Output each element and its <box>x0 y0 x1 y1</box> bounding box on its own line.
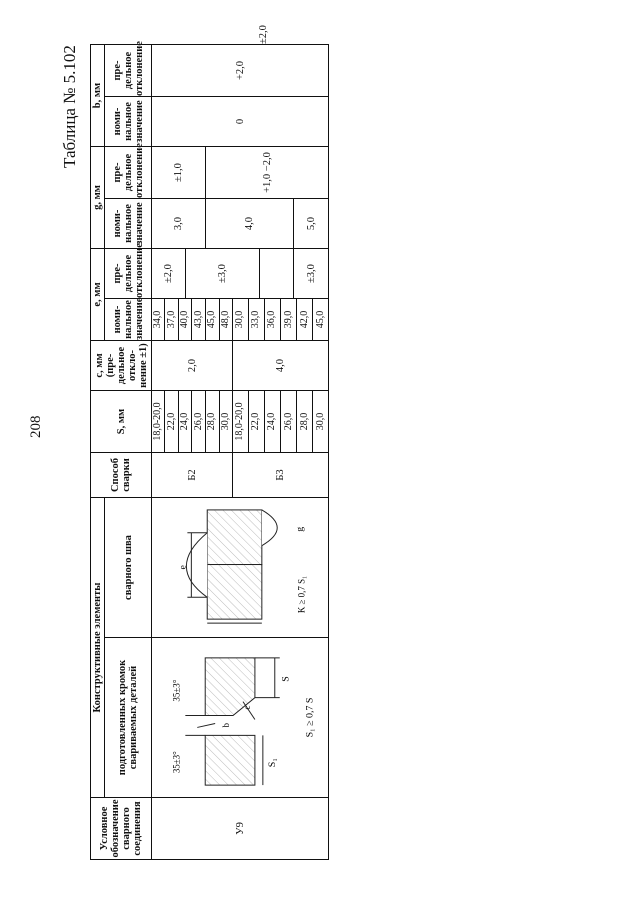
s-value: 30,0 <box>314 412 326 431</box>
e-value: 33,0 <box>248 299 264 340</box>
weld-table: Условное обозначение сварного соединения Конструктивные элементы Способ сварки S, мм с, мм (пре-дельное откло-нение ±1) е, мм g, мм b, мм подготовленных кромок свариваемых деталей сварного шва номи-нальное значение пре-дельное отклонение номи-нальное значение пре-дельное отклонение номи-нальное значение пре-дельное отклонение У9 35±3° 35±3° S S₁ c b S₁ ≥ 0,7 S e g K ≥ 0,7 S₁ Б2 18,0-20,0 22,0 24,0 26,0 28,0 30,0 2,0 34,0 37,0 40,0 43,0 45,0 48,0 ±2,0 3,0 ±1,0 0 +2,0 ±3,0 4,0 +1,0 −2,0 Б3 18,0-20,0 22,0 24,0 26,0 28,0 30,0 4,0 30,0 33,0 36,0 39,0 42,0 45,0 ±2,0 ±3,0 5,0 <box>90 44 329 860</box>
e-value: 39,0 <box>280 299 296 340</box>
g-deviation-b2: ±1,0 <box>152 147 206 199</box>
s-value: 22,0 <box>165 391 179 452</box>
header-weld: сварного шва <box>105 498 152 638</box>
edges-angle2: 35±3° <box>171 679 182 702</box>
weld-k-label: K ≥ 0,7 S₁ <box>296 575 307 614</box>
s-value: 28,0 <box>297 391 313 452</box>
s-value: 30,0 <box>219 412 231 431</box>
weld-table-sheet <box>90 25 328 860</box>
header-g: g, мм <box>91 147 105 249</box>
s-value: 24,0 <box>178 391 192 452</box>
edges-c-label: c <box>241 705 252 710</box>
header-g-deviation: пре-дельное отклонение <box>105 147 152 199</box>
header-e-deviation: пре-дельное отклонение <box>105 249 152 299</box>
e-value: 36,0 <box>264 299 280 340</box>
header-b-deviation: пре-дельное отклонение <box>105 45 152 97</box>
weld-g-label: g <box>294 526 306 532</box>
weld-figure <box>152 498 328 637</box>
e-value: 48,0 <box>219 310 231 329</box>
header-b-nominal: номи-нальное значение <box>105 97 152 147</box>
b-nominal: 0 <box>152 97 329 147</box>
edges-b-label: b <box>221 722 232 728</box>
g-nominal-b3-1: 4,0 <box>206 199 294 249</box>
header-b: b, мм <box>91 45 105 147</box>
e-values-b2 <box>152 299 233 341</box>
s-value: 26,0 <box>192 391 206 452</box>
s-value: 22,0 <box>248 391 264 452</box>
s-value: 26,0 <box>280 391 296 452</box>
edges-s1-label: S₁ <box>266 758 278 768</box>
s-value: 18,0-20,0 <box>233 391 248 452</box>
e-deviation-b2-2: ±3,0 <box>186 249 260 299</box>
e-value: 45,0 <box>206 299 220 340</box>
s-values-b3 <box>233 391 329 453</box>
g-nominal-b2: 3,0 <box>152 199 206 249</box>
s-value: 18,0-20,0 <box>152 391 165 452</box>
method-b2: Б2 <box>152 453 233 498</box>
header-designation: Условное обозначение сварного соединения <box>91 798 152 860</box>
c-value-b3: 4,0 <box>233 341 329 391</box>
e-value: 37,0 <box>165 299 179 340</box>
weld-figure-cell <box>152 498 329 638</box>
edges-s-label: S <box>280 676 292 682</box>
edges-figure-cell <box>152 638 329 798</box>
method-b3: Б3 <box>233 453 329 498</box>
e-value: 30,0 <box>233 299 248 340</box>
table-caption: Таблица № 5.102 <box>60 45 79 168</box>
c-value-b2: 2,0 <box>152 341 233 391</box>
header-elements: Конструктивные элементы <box>91 498 105 798</box>
header-e: е, мм <box>91 249 105 341</box>
e-value: 42,0 <box>297 299 313 340</box>
e-value: 45,0 <box>314 310 326 329</box>
header-g-nominal: номи-нальное значение <box>105 199 152 249</box>
e-values-b3 <box>233 299 329 341</box>
weld-e-label: e <box>177 565 189 570</box>
designation-cell: У9 <box>152 798 329 860</box>
edges-condition: S₁ ≥ 0,7 S <box>304 697 316 738</box>
e-value: 40,0 <box>178 299 192 340</box>
header-method: Способ сварки <box>91 453 152 498</box>
e-value: 43,0 <box>192 299 206 340</box>
header-e-nominal: номи-нальное значение <box>105 299 152 341</box>
header-c: с, мм (пре-дельное откло-нение ±1) <box>91 341 152 391</box>
e-deviation-b2-1: ±2,0 <box>152 249 186 299</box>
g-nominal-b3-2: 5,0 <box>294 199 329 249</box>
e-value: 34,0 <box>152 299 165 340</box>
s-values-b2 <box>152 391 233 453</box>
b-deviation: +2,0 <box>152 45 329 97</box>
header-s: S, мм <box>91 391 152 453</box>
edges-figure <box>152 638 328 797</box>
page-number: 208 <box>28 415 44 438</box>
e-deviation-b3-2: ±3,0 <box>294 249 329 299</box>
s-value: 28,0 <box>206 391 220 452</box>
header-edges: подготовленных кромок свариваемых деталей <box>105 638 152 798</box>
edges-angle1: 35±3° <box>171 751 182 774</box>
s-value: 24,0 <box>264 391 280 452</box>
g-deviation-b3: +1,0 −2,0 <box>206 147 329 199</box>
